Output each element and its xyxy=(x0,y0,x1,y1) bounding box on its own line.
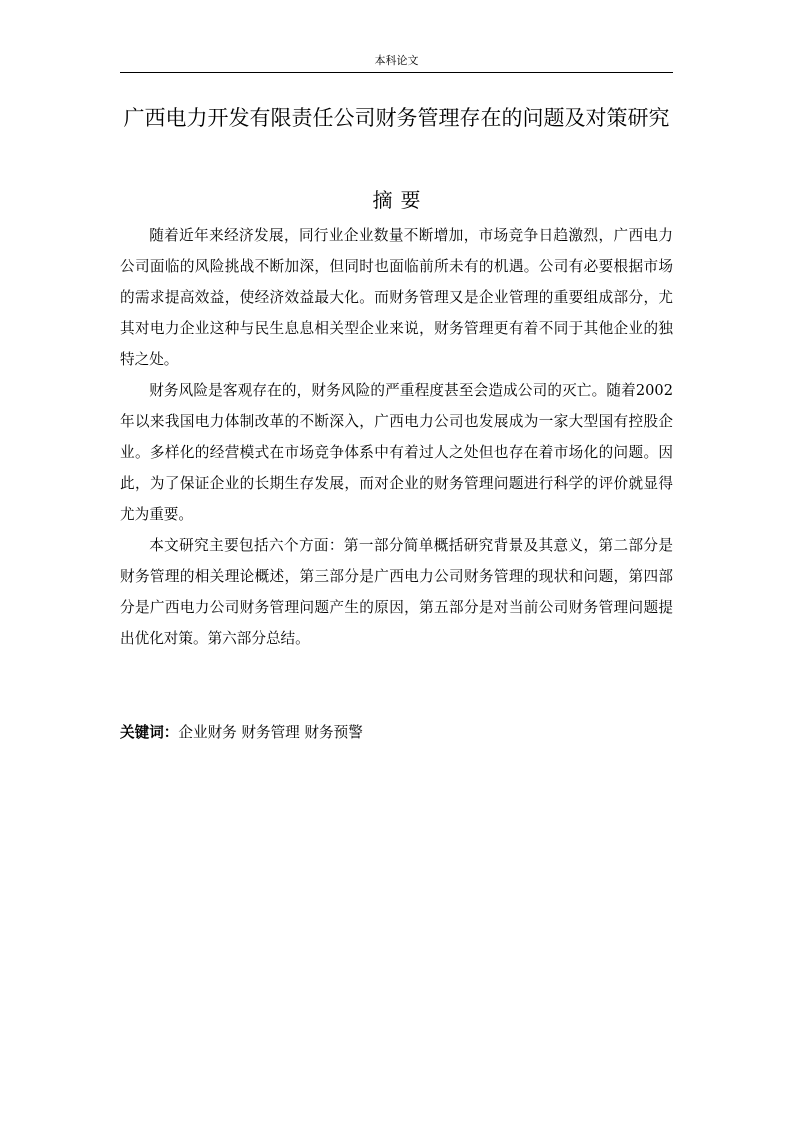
abstract-paragraph-2: 财务风险是客观存在的，财务风险的严重程度甚至会造成公司的灭亡。随着2002年以来我国电力体制改革的不断深入，广西电力公司也发展成为一家大型国有控股企业。多样化的经营模式在市场竞争体系中有着过人之处但也存在着市场化的问题。因此，为了保证企业的长期生存发展，而对企业的财务管理问题进行科学的评价就显得尤为重要。 xyxy=(120,382,673,523)
abstract-body xyxy=(120,220,673,654)
abstract-paragraph-1: 随着近年来经济发展，同行业企业数量不断增加，市场竞争日趋激烈，广西电力公司面临的风险挑战不断加深，但同时也面临前所未有的机遇。公司有必要根据市场的需求提高效益，使经济效益最大化。而财务管理又是企业管理的重要组成部分，尤其对电力企业这种与民生息息相关型企业来说，财务管理更有着不同于其他企业的独特之处。 xyxy=(120,227,673,368)
keywords-line xyxy=(120,722,673,744)
keywords-label: 关键词： xyxy=(120,724,179,741)
abstract-paragraph-3: 本文研究主要包括六个方面：第一部分简单概括研究背景及其意义，第二部分是财务管理的相关理论概述，第三部分是广西电力公司财务管理的现状和问题，第四部分是广西电力公司财务管理问题产生的原因，第五部分是对当前公司财务管理问题提出优化对策。第六部分总结。 xyxy=(120,537,673,647)
document-title: 广西电力开发有限责任公司财务管理存在的问题及对策研究 xyxy=(123,106,670,130)
header-rule xyxy=(120,72,673,73)
running-header: 本科论文 xyxy=(374,54,419,67)
keywords-values: 企业财务 财务管理 财务预警 xyxy=(178,724,363,741)
abstract-heading: 摘要 xyxy=(372,188,429,212)
